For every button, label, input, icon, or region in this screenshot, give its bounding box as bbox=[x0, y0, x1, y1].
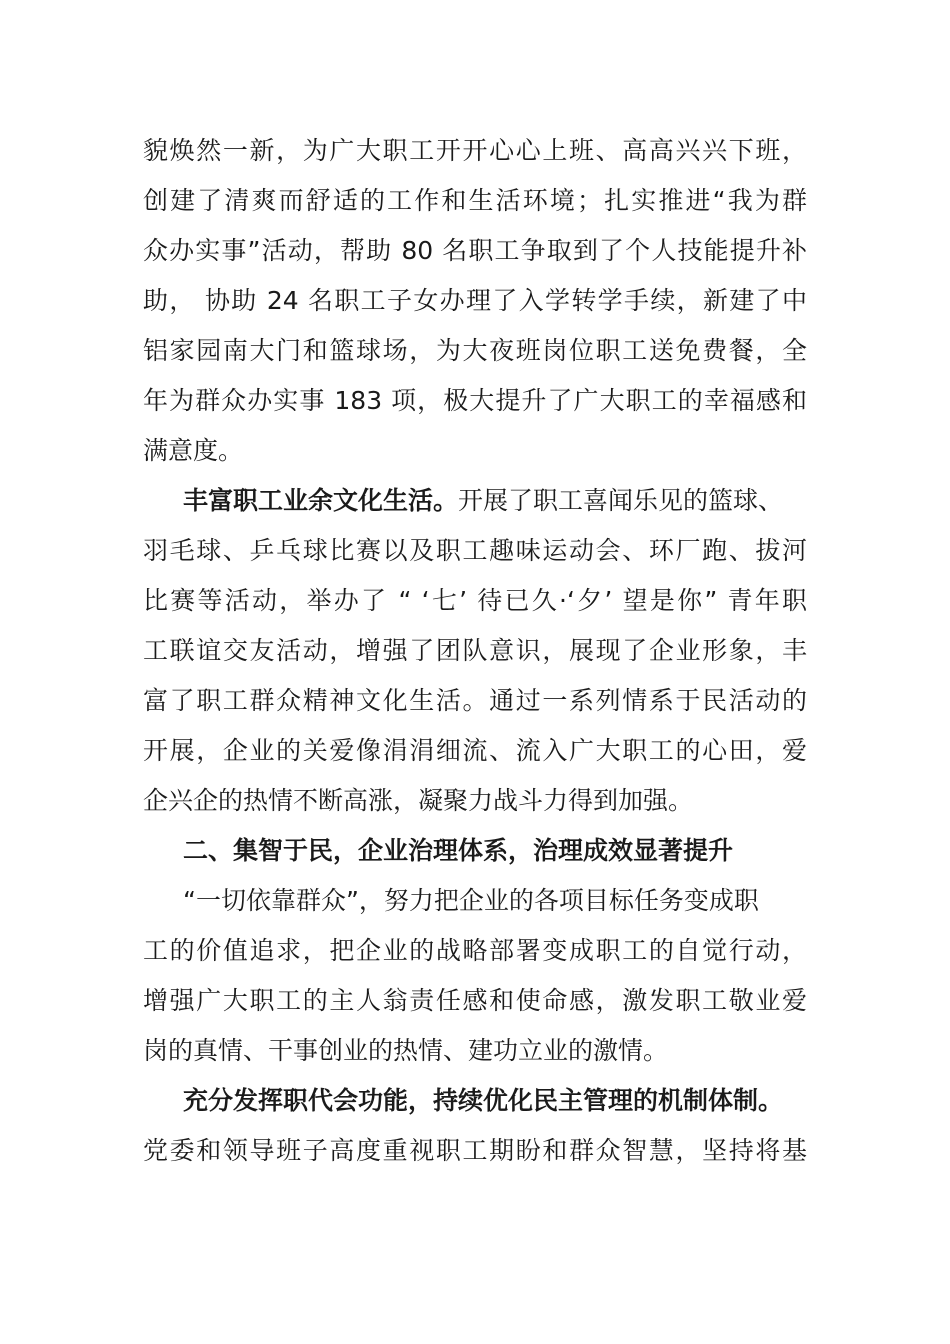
paragraph-line: 满意度。 bbox=[143, 436, 244, 465]
section-heading: 二、集智于民，企业治理体系，治理成效显著提升 bbox=[183, 836, 734, 865]
paragraph-line: 企兴企的热情不断高涨，凝聚力战斗力得到加强。 bbox=[143, 786, 694, 815]
paragraph-line: 铝家园南大门和篮球场，为大夜班岗位职工送免费餐，全 bbox=[143, 336, 807, 365]
paragraph-line: 工联谊交友活动，增强了团队意识，展现了企业形象，丰 bbox=[143, 636, 807, 665]
paragraph-line: “一切依靠群众”，努力把企业的各项目标任务变成职 bbox=[183, 886, 759, 915]
paragraph-line: 创建了清爽而舒适的工作和生活环境；扎实推进“我为群 bbox=[143, 186, 807, 215]
paragraph-first-line bbox=[143, 476, 807, 526]
paragraph-line: 增强广大职工的主人翁责任感和使命感，激发职工敬业爱 bbox=[143, 986, 807, 1015]
paragraph-line: 羽毛球、乒乓球比赛以及职工趣味运动会、环厂跑、拔河 bbox=[143, 536, 807, 565]
paragraph-line: 富了职工群众精神文化生活。通过一系列情系于民活动的 bbox=[143, 686, 807, 715]
document-body bbox=[143, 126, 807, 1176]
paragraph-line: 党委和领导班子高度重视职工期盼和群众智慧，坚持将基 bbox=[143, 1136, 807, 1165]
paragraph-line: 助， 协助 24 名职工子女办理了入学转学手续，新建了中 bbox=[143, 286, 807, 315]
paragraph-line: 年为群众办实事 183 项，极大提升了广大职工的幸福感和 bbox=[143, 386, 807, 415]
paragraph-line: 比赛等活动，举办了 “ ‘七’ 待已久·‘夕’ 望是你” 青年职 bbox=[143, 586, 807, 615]
paragraph-line: 开展，企业的关爱像涓涓细流、流入广大职工的心田，爱 bbox=[143, 736, 807, 765]
paragraph-heading: 充分发挥职代会功能，持续优化民主管理的机制体制。 bbox=[183, 1086, 784, 1115]
paragraph-line: 众办实事”活动，帮助 80 名职工争取到了个人技能提升补 bbox=[143, 236, 807, 265]
paragraph-heading: 丰富职工业余文化生活。 bbox=[183, 486, 459, 515]
paragraph-line: 貌焕然一新，为广大职工开开心心上班、高高兴兴下班， bbox=[143, 136, 807, 165]
paragraph-text: 开展了职工喜闻乐见的篮球、 bbox=[458, 486, 784, 515]
paragraph-line: 工的价值追求，把企业的战略部署变成职工的自觉行动， bbox=[143, 936, 807, 965]
paragraph-line: 岗的真情、干事创业的热情、建功立业的激情。 bbox=[143, 1036, 669, 1065]
